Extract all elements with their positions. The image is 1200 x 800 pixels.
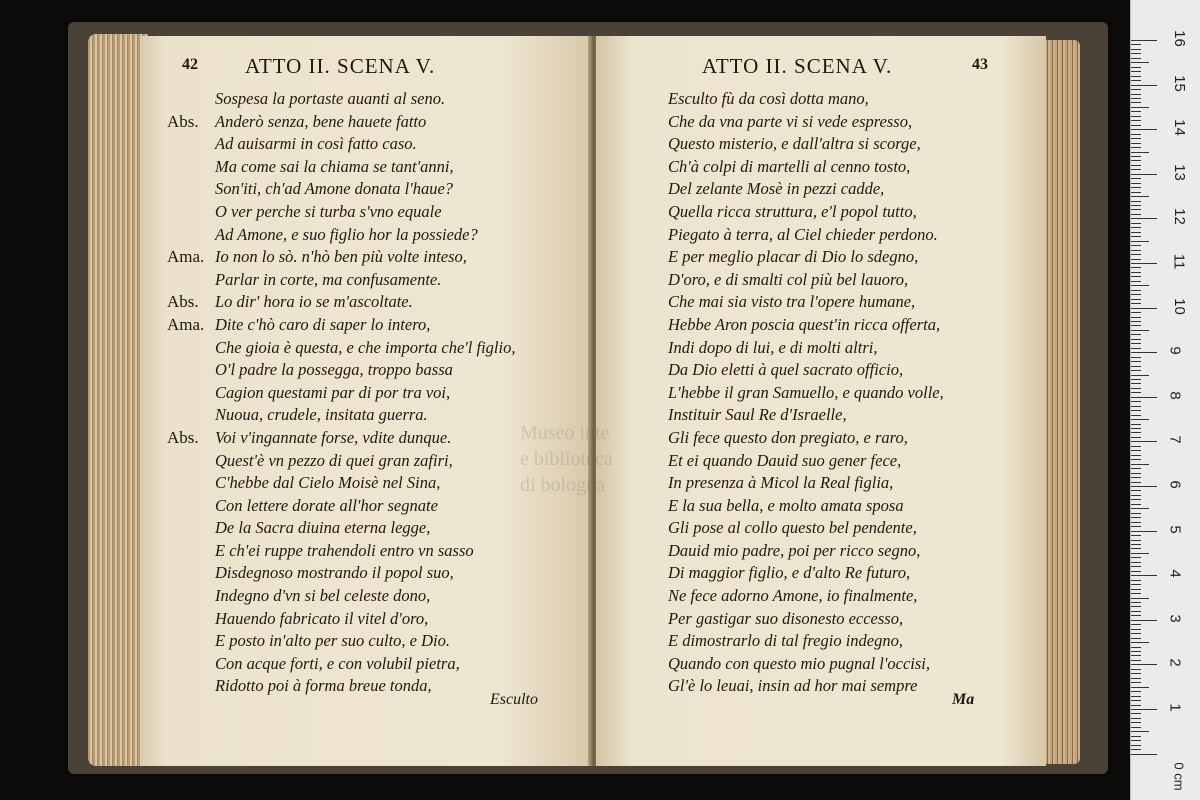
ruler-tick	[1131, 606, 1141, 607]
ruler-tick	[1131, 116, 1141, 117]
ruler-tick	[1131, 67, 1141, 68]
ruler-tick	[1131, 111, 1141, 112]
ruler-tick	[1131, 94, 1141, 95]
verse-text: Disdegnoso mostrando il popol suo,	[215, 563, 454, 583]
verse-line: Esculto fù da così dotta mano,	[668, 89, 869, 108]
verse-line: Gli pose al collo questo bel pendente,	[668, 518, 917, 538]
watermark-line: e biblioteca	[520, 448, 613, 470]
ruler-tick	[1131, 415, 1141, 416]
verse-line: Per gastigar suo disonesto eccesso,	[668, 608, 904, 628]
verse-text: Voi v'ingannate forse, vdite dunque.	[215, 427, 452, 447]
ruler-tick	[1131, 727, 1141, 728]
ruler-tick	[1131, 490, 1141, 491]
right-catchword: Ma	[952, 691, 975, 708]
ruler-tick	[1131, 205, 1141, 206]
verse-line: Quella ricca struttura, e'l popol tutto,	[668, 201, 917, 221]
verse-line: Da Dio eletti à quel sacrato officio,	[668, 360, 904, 380]
ruler-tick	[1131, 375, 1149, 376]
verse-line	[215, 133, 590, 156]
ruler-tick	[1131, 49, 1141, 50]
verse-line: Gli fece questo don pregiato, e raro,	[668, 427, 908, 447]
ruler-tick	[1131, 682, 1141, 683]
verse-line	[215, 337, 590, 360]
ruler-tick	[1131, 562, 1141, 563]
ruler-number: 14	[1170, 119, 1188, 137]
ruler-tick	[1131, 455, 1141, 456]
ruler-tick	[1131, 107, 1149, 108]
verse-line: E dimostrarlo di tal fregio indegno,	[668, 631, 903, 651]
ruler-tick	[1131, 62, 1149, 63]
ruler-tick	[1131, 397, 1157, 398]
ruler-tick	[1131, 401, 1141, 402]
ruler-tick	[1131, 227, 1141, 228]
ruler-tick	[1131, 312, 1141, 313]
ruler-unit: 0 cm	[1171, 762, 1187, 791]
speaker-label: Abs.	[167, 292, 199, 312]
ruler-tick	[1131, 98, 1141, 99]
ruler-tick	[1131, 321, 1141, 322]
left-running-head: ATTO II. SCENA V.	[245, 54, 436, 78]
ruler-tick	[1131, 535, 1141, 536]
ruler-tick	[1131, 745, 1141, 746]
verse-line: E per meglio placar di Dio lo sdegno,	[668, 247, 919, 267]
verse-line: Piegato à terra, al Ciel chieder perdono.	[668, 224, 938, 244]
ruler-tick	[1131, 334, 1141, 335]
ruler-tick	[1131, 53, 1141, 54]
speaker-label: Abs.	[167, 427, 199, 447]
verse-line: Del zelante Mosè in pezzi cadde,	[668, 179, 885, 199]
ruler-tick	[1131, 499, 1141, 500]
verse-text: Cagion questami par di por tra voi,	[215, 382, 451, 402]
ruler-tick	[1131, 713, 1141, 714]
ruler-tick	[1131, 749, 1141, 750]
watermark-line: Museo inte	[520, 422, 610, 444]
verse-line: Instituir Saul Re d'Israelle,	[668, 405, 847, 425]
ruler-number: 4	[1166, 569, 1184, 578]
ruler-tick	[1131, 633, 1141, 634]
ruler-tick	[1131, 276, 1141, 277]
ruler-tick	[1131, 540, 1141, 541]
verse-text: Dite c'hò caro di saper lo intero,	[215, 314, 431, 334]
verse-text: Con lettere dorate all'hor segnate	[215, 495, 438, 515]
verse-text: C'hebbe dal Cielo Moisè nel Sina,	[215, 473, 441, 493]
ruler-tick	[1131, 410, 1141, 411]
ruler-tick	[1131, 432, 1141, 433]
ruler-number: 11	[1170, 253, 1188, 270]
ruler-tick	[1131, 366, 1141, 367]
ruler-tick	[1131, 76, 1141, 77]
ruler-tick	[1131, 85, 1157, 86]
ruler-tick	[1131, 705, 1141, 706]
ruler-tick	[1131, 169, 1141, 170]
ruler-tick	[1131, 58, 1141, 59]
ruler-tick	[1131, 303, 1141, 304]
verse-line	[215, 540, 590, 563]
verse-text: E ch'ei ruppe trahendoli entro vn sasso	[215, 540, 474, 560]
verse-text: Parlar in corte, ma confusamente.	[215, 269, 442, 289]
ruler-tick	[1131, 504, 1141, 505]
ruler-tick	[1131, 589, 1141, 590]
verse-line	[167, 246, 590, 269]
ruler-tick	[1131, 424, 1141, 425]
verse-line: Et ei quando Dauid suo gener fece,	[668, 450, 902, 470]
ruler-tick	[1131, 664, 1157, 665]
ruler-tick	[1131, 669, 1141, 670]
ruler-tick	[1131, 557, 1141, 558]
verse-text: Indegno d'vn si bel celeste dono,	[215, 586, 431, 606]
ruler-tick	[1131, 598, 1149, 599]
ruler-number: 2	[1166, 658, 1184, 668]
ruler-tick	[1131, 718, 1141, 719]
ruler-tick	[1131, 513, 1141, 514]
ruler-tick	[1131, 236, 1141, 237]
ruler-tick	[1131, 700, 1141, 701]
ruler-tick	[1131, 620, 1157, 621]
ruler-tick	[1131, 343, 1141, 344]
verse-line	[215, 517, 590, 540]
ruler-tick	[1131, 477, 1141, 478]
verse-line	[215, 88, 590, 111]
ruler-tick	[1131, 584, 1141, 585]
verse-line: Ch'à colpi di martelli al cenno tosto,	[668, 156, 911, 176]
verse-line	[167, 314, 590, 337]
ruler-tick	[1131, 651, 1141, 652]
ruler-tick	[1131, 495, 1141, 496]
verse-text: Ad Amone, e suo figlio hor la possiede?	[215, 224, 478, 244]
verse-line: Hebbe Aron poscia quest'in ricca offerta,	[668, 314, 941, 334]
ruler-number: 13	[1170, 163, 1188, 181]
ruler-number: 6	[1166, 480, 1184, 489]
ruler-number: 16	[1170, 30, 1188, 47]
ruler-tick	[1131, 482, 1141, 483]
ruler-tick	[1131, 285, 1149, 286]
ruler-tick	[1131, 446, 1141, 447]
ruler-tick	[1131, 486, 1157, 487]
ruler-tick	[1131, 174, 1157, 175]
ruler-tick	[1131, 593, 1141, 594]
ruler-tick	[1131, 281, 1141, 282]
verse-text: O ver perche si turba s'vno equale	[215, 201, 442, 221]
ruler-tick	[1131, 178, 1141, 179]
ruler-tick	[1131, 602, 1141, 603]
ruler-tick	[1131, 548, 1141, 549]
ruler-tick	[1131, 218, 1157, 219]
ruler-tick	[1131, 678, 1141, 679]
verse-text: E posto in'alto per suo culto, e Dio.	[215, 631, 450, 651]
ruler-tick	[1131, 437, 1141, 438]
ruler-tick	[1131, 508, 1149, 509]
ruler-tick	[1131, 531, 1157, 532]
ruler-tick	[1131, 325, 1141, 326]
page-edges-left	[88, 34, 148, 766]
ruler-tick	[1131, 160, 1141, 161]
verse-line	[215, 495, 590, 518]
verse-line	[215, 562, 590, 585]
ruler-tick	[1131, 647, 1141, 648]
verse-line	[167, 111, 590, 134]
ruler-tick	[1131, 125, 1141, 126]
ruler-number: 15	[1170, 74, 1188, 92]
ruler-tick	[1131, 223, 1141, 224]
verse-text: Lo dir' hora io se m'ascoltate.	[215, 292, 413, 312]
ruler-tick	[1131, 44, 1141, 45]
verse-text: De la Sacra diuina eterna legge,	[215, 518, 431, 538]
ruler-tick	[1131, 71, 1141, 72]
watermark-line: di bologna	[520, 474, 605, 496]
verse-line: Che da vna parte vi si vede espresso,	[668, 111, 913, 131]
ruler-tick	[1131, 156, 1141, 157]
verse-line: Indi dopo di lui, e di molti altri,	[668, 337, 878, 357]
ruler-tick	[1131, 317, 1141, 318]
ruler-number: 7	[1166, 435, 1184, 445]
ruler-tick	[1131, 183, 1141, 184]
speaker-label: Ama.	[167, 247, 205, 267]
ruler-tick	[1131, 580, 1141, 581]
verse-line	[215, 608, 590, 631]
ruler-tick	[1131, 165, 1141, 166]
library-watermark	[520, 420, 613, 498]
speaker-label: Ama.	[167, 314, 205, 334]
ruler-tick	[1131, 129, 1157, 130]
verse-text: Ma come sai la chiama se tant'anni,	[215, 156, 454, 176]
ruler-tick	[1131, 299, 1141, 300]
ruler-tick	[1131, 120, 1141, 121]
verse-text: Che gioia è questa, e che importa che'l figlio,	[215, 337, 516, 357]
ruler-tick	[1131, 526, 1141, 527]
verse-text: Son'iti, ch'ad Amone donata l'haue?	[215, 179, 454, 199]
ruler-number: 8	[1166, 391, 1184, 400]
verse-line: Di maggior figlio, e d'alto Re futuro,	[668, 563, 911, 583]
ruler-tick	[1131, 722, 1141, 723]
verse-line: In presenza à Micol la Real figlia,	[668, 473, 894, 493]
verse-line	[215, 653, 590, 676]
verse-line	[215, 382, 590, 405]
ruler-tick	[1131, 522, 1141, 523]
right-running-head: ATTO II. SCENA V.	[702, 54, 893, 78]
ruler-tick	[1131, 330, 1149, 331]
ruler-tick	[1131, 152, 1149, 153]
verse-line	[215, 630, 590, 653]
ruler-tick	[1131, 615, 1141, 616]
ruler-tick	[1131, 214, 1141, 215]
left-catchword: Esculto	[490, 691, 538, 708]
verse-line	[215, 201, 590, 224]
verse-line: D'oro, e di smalti col più bel lauoro,	[668, 269, 909, 289]
ruler-tick	[1131, 352, 1157, 353]
ruler-tick	[1131, 201, 1141, 202]
ruler-tick	[1131, 544, 1141, 545]
left-page	[140, 36, 590, 766]
ruler-tick	[1131, 209, 1141, 210]
ruler-tick	[1131, 736, 1141, 737]
verse-line: Questo misterio, e dall'altra si scorge,	[668, 134, 921, 154]
right-text-block	[668, 88, 1046, 698]
verse-line: Quando con questo mio pugnal l'occisi,	[668, 653, 931, 673]
ruler-tick	[1131, 441, 1157, 442]
ruler-tick	[1131, 187, 1141, 188]
ruler-tick	[1131, 250, 1141, 251]
speaker-label: Abs.	[167, 111, 199, 131]
verse-line: Che mai sia visto tra l'opere humane,	[668, 292, 916, 312]
ruler-tick	[1131, 241, 1149, 242]
ruler-tick	[1131, 638, 1141, 639]
ruler-number: 3	[1166, 614, 1184, 623]
ruler-tick	[1131, 138, 1141, 139]
verse-text: Hauendo fabricato il vitel d'oro,	[215, 608, 429, 628]
ruler-tick	[1131, 642, 1149, 643]
ruler-tick	[1131, 673, 1141, 674]
verse-text: Con acque forti, e con volubil pietra,	[215, 653, 460, 673]
ruler-tick	[1131, 40, 1157, 41]
ruler-tick	[1131, 294, 1141, 295]
right-folio: 43	[972, 56, 988, 73]
right-page	[596, 36, 1046, 766]
verse-line	[215, 359, 590, 382]
ruler-tick	[1131, 754, 1157, 755]
ruler-tick	[1131, 370, 1141, 371]
ruler-tick	[1131, 102, 1141, 103]
verse-line: E la sua bella, e molto amata sposa	[668, 495, 904, 515]
ruler-tick	[1131, 196, 1149, 197]
ruler-tick	[1131, 392, 1141, 393]
ruler-tick	[1131, 339, 1141, 340]
ruler-tick	[1131, 691, 1141, 692]
ruler-tick	[1131, 245, 1141, 246]
ruler-tick	[1131, 232, 1141, 233]
ruler-tick	[1131, 259, 1141, 260]
ruler-tick	[1131, 696, 1141, 697]
ruler-tick	[1131, 290, 1141, 291]
verse-text: Anderò senza, bene hauete fatto	[215, 111, 427, 131]
verse-line	[215, 178, 590, 201]
measurement-ruler	[1130, 0, 1200, 800]
verse-text: Ridotto poi à forma breue tonda,	[215, 676, 432, 696]
ruler-number: 1	[1166, 703, 1184, 712]
ruler-tick	[1131, 709, 1157, 710]
ruler-tick	[1131, 263, 1157, 264]
verse-line	[215, 224, 590, 247]
ruler-tick	[1131, 419, 1149, 420]
ruler-tick	[1131, 731, 1149, 732]
verse-line: Dauid mio padre, poi per ricco segno,	[668, 540, 921, 560]
verse-line: Gl'è lo leuai, insin ad hor mai sempre	[668, 676, 918, 696]
ruler-tick	[1131, 357, 1141, 358]
verse-line	[167, 291, 590, 314]
ruler-number: 12	[1170, 208, 1188, 226]
ruler-number: 5	[1166, 524, 1184, 534]
ruler-tick	[1131, 379, 1141, 380]
page-edges-right	[1040, 40, 1080, 764]
left-text-block	[167, 88, 590, 698]
ruler-tick	[1131, 473, 1141, 474]
ruler-tick	[1131, 571, 1141, 572]
ruler-number: 9	[1166, 346, 1184, 355]
ruler-tick	[1131, 575, 1157, 576]
ruler-tick	[1131, 450, 1141, 451]
ruler-tick	[1131, 655, 1141, 656]
ruler-tick	[1131, 267, 1141, 268]
ruler-tick	[1131, 361, 1141, 362]
ruler-tick	[1131, 406, 1141, 407]
ruler-tick	[1131, 383, 1141, 384]
ruler-tick	[1131, 464, 1149, 465]
ruler-tick	[1131, 348, 1141, 349]
ruler-tick	[1131, 308, 1157, 309]
ruler-tick	[1131, 143, 1141, 144]
ruler-tick	[1131, 254, 1141, 255]
ruler-tick	[1131, 80, 1141, 81]
verse-text: Nuoua, crudele, insitata guerra.	[215, 405, 428, 425]
verse-line	[215, 156, 590, 179]
ruler-tick	[1131, 624, 1141, 625]
ruler-tick	[1131, 89, 1141, 90]
ruler-tick	[1131, 687, 1149, 688]
ruler-tick	[1131, 134, 1141, 135]
verse-text: Io non lo sò. n'hò ben più volte inteso,	[215, 247, 467, 267]
verse-line	[215, 585, 590, 608]
ruler-tick	[1131, 553, 1149, 554]
verse-line	[215, 269, 590, 292]
ruler-tick	[1131, 192, 1141, 193]
ruler-tick	[1131, 517, 1141, 518]
ruler-tick	[1131, 629, 1141, 630]
verse-text: Quest'è vn pezzo di quei gran zafiri,	[215, 450, 453, 470]
verse-line: Ne fece adorno Amone, io finalmente,	[668, 586, 918, 606]
ruler-tick	[1131, 611, 1141, 612]
ruler-tick	[1131, 566, 1141, 567]
ruler-tick	[1131, 468, 1141, 469]
ruler-tick	[1131, 459, 1141, 460]
ruler-tick	[1131, 272, 1141, 273]
ruler-tick	[1131, 147, 1141, 148]
verse-line: L'hebbe il gran Samuello, e quando volle,	[668, 382, 944, 402]
left-folio: 42	[182, 56, 198, 73]
ruler-tick	[1131, 660, 1141, 661]
verse-text: O'l padre la possegga, troppo bassa	[215, 360, 453, 380]
ruler-number: 10	[1170, 297, 1188, 315]
ruler-tick	[1131, 428, 1141, 429]
ruler-tick	[1131, 388, 1141, 389]
ruler-tick	[1131, 740, 1141, 741]
verse-text: Sospesa la portaste auanti al seno.	[215, 89, 446, 108]
verse-text: Ad auisarmi in così fatto caso.	[215, 134, 417, 154]
